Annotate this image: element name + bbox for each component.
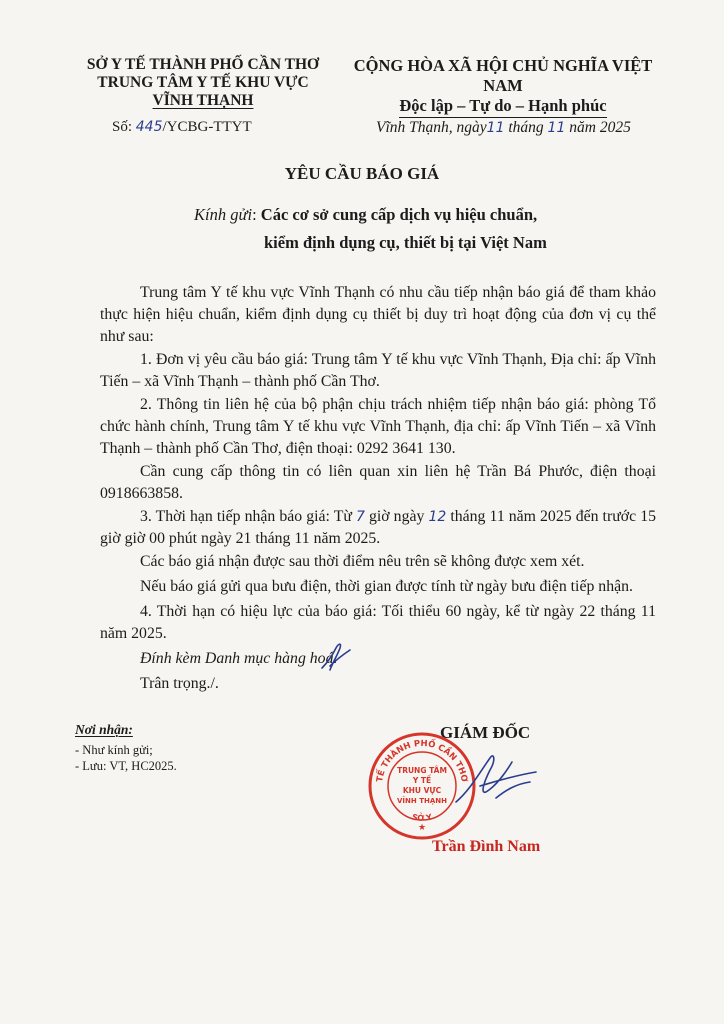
- director-signature: [450, 742, 540, 818]
- intro-paragraph: Trung tâm Y tế khu vực Vĩnh Thạnh có nhu cầu tiếp nhận báo giá để tham khảo thực hiện hiệu chuẩn, kiểm định dụng cụ thiết bị duy trì hoạt động của đơn vị cụ thể như sau:: [100, 284, 656, 345]
- recipient-label: Kính gửi: [194, 205, 253, 224]
- stamp-ring-text: TẾ THÀNH PHỐ CẦN THƠ: [375, 738, 469, 783]
- date-line: [376, 119, 631, 137]
- stamp-bottom-text: SỞ Y: [411, 812, 433, 823]
- issuer-header: [62, 56, 344, 110]
- recipient-text-1: Các cơ sở cung cấp dịch vụ hiệu chuẩn,: [260, 205, 538, 224]
- recipient-item: - Như kính gửi;: [75, 743, 153, 757]
- issuer-line-1: SỞ Y TẾ THÀNH PHỐ CẦN THƠ: [86, 56, 320, 73]
- stamp-star-icon: ★: [417, 823, 427, 833]
- document-title: YÊU CẦU BÁO GIÁ: [284, 164, 440, 183]
- date-place: Vĩnh Thạnh, ngày: [376, 119, 487, 136]
- item-3-start: 3. Thời hạn tiếp nhận báo giá: Từ: [140, 508, 356, 525]
- signer-name: Trần Đình Nam: [432, 838, 541, 855]
- issuer-line-3: VĨNH THẠNH: [152, 92, 254, 109]
- late-note: Các báo giá nhận được sau thời điểm nêu trên sẽ không được xem xét.: [140, 553, 585, 570]
- national-title: CỘNG HÒA XÃ HỘI CHỦ NGHĨA VIỆT NAM: [353, 56, 653, 95]
- recipients-list: [75, 742, 177, 774]
- stamp-center-4: VĨNH THẠNH: [397, 797, 447, 805]
- national-motto: Độc lập – Tự do – Hạnh phúc: [399, 96, 606, 118]
- post-note: Nếu báo giá gửi qua bưu điện, thời gian được tính từ ngày bưu điện tiếp nhận.: [140, 578, 633, 595]
- issuer-line-2: TRUNG TÂM Y TẾ KHU VỰC: [97, 74, 309, 91]
- signer-position: GIÁM ĐỐC: [440, 723, 531, 742]
- recipients-title: Nơi nhận:: [75, 722, 133, 737]
- item-2-paragraph: 2. Thông tin liên hệ của bộ phận chịu trách nhiệm tiếp nhận báo giá: phòng Tổ chức hành chính, Trung tâm Y tế khu vực Vĩnh Thạnh, địa chỉ: ấp Vĩnh Tiến – xã Vĩnh Thạnh – thành phố Cần Thơ, điện thoại: 0292 3641 130.: [100, 396, 656, 457]
- date-month: 11: [547, 120, 566, 136]
- item-3-mid: giờ ngày: [364, 508, 429, 525]
- date-day: 11: [486, 120, 505, 136]
- contact-paragraph: Cần cung cấp thông tin có liên quan xin liên hệ Trần Bá Phước, điện thoại 0918663858.: [100, 463, 656, 502]
- closing-text: Trân trọng./.: [140, 675, 219, 692]
- date-month-label: tháng: [504, 119, 548, 136]
- item-3-hour: 7: [355, 509, 365, 525]
- document-number: [112, 119, 252, 136]
- doc-number-handwritten: 445: [135, 119, 163, 135]
- item-4-paragraph: 4. Thời hạn có hiệu lực của báo giá: Tối thiểu 60 ngày, kể từ ngày 22 tháng 11 năm 2025.: [100, 603, 656, 642]
- recipient-line-1: [194, 205, 537, 225]
- item-1-paragraph: 1. Đơn vị yêu cầu báo giá: Trung tâm Y tế khu vực Vĩnh Thạnh, Địa chỉ: ấp Vĩnh Tiến – xã Vĩnh Thạnh – thành phố Cần Thơ.: [100, 351, 656, 390]
- attachment-note: Đính kèm Danh mục hàng hoá.: [140, 650, 338, 667]
- doc-number-suffix: /YCBG-TTYT: [162, 119, 252, 135]
- recipient-colon: :: [252, 205, 261, 224]
- date-year: năm 2025: [565, 119, 631, 136]
- attachment-initial-signature: [318, 640, 354, 674]
- national-header: [338, 56, 668, 118]
- stamp-center-1: TRUNG TÂM: [397, 766, 447, 775]
- item-3-end: tháng 11 năm 2025 đến trước 15 giờ giờ 00 phút ngày 21 tháng 11 năm 2025.: [100, 508, 656, 547]
- recipient-item: - Lưu: VT, HC2025.: [75, 759, 177, 773]
- item-3-day: 12: [428, 509, 447, 525]
- stamp-center-3: KHU VỰC: [402, 786, 442, 795]
- recipient-line-2: kiểm định dụng cụ, thiết bị tại Việt Nam: [264, 233, 547, 252]
- item-3-paragraph: [100, 506, 656, 550]
- stamp-center-2: Y TẾ: [412, 776, 432, 785]
- doc-number-prefix: Số:: [112, 119, 136, 135]
